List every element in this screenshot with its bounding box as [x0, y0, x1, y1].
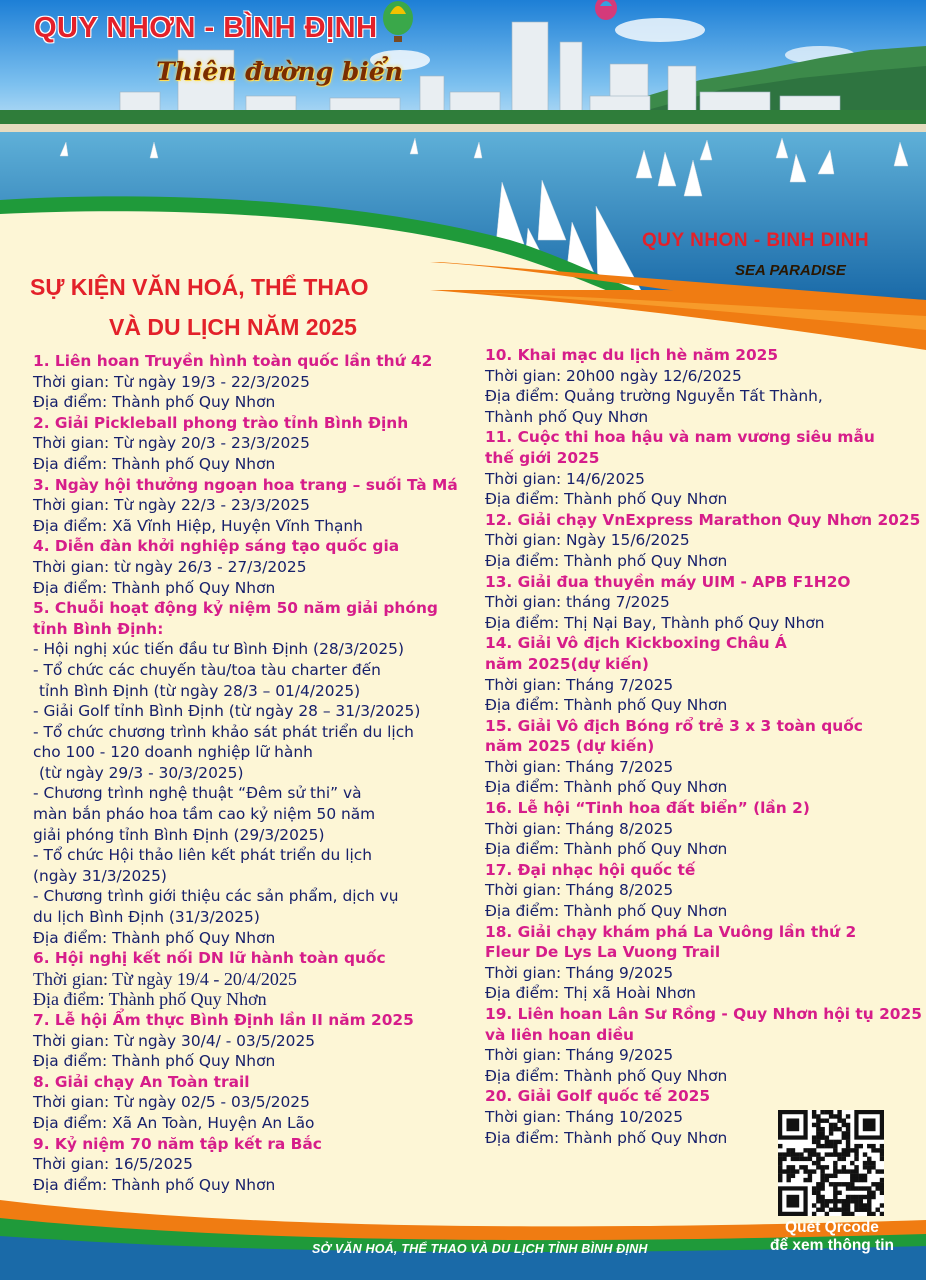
event-13 — [485, 572, 917, 634]
event-title: 8. Giải chạy An Toàn trail — [33, 1072, 250, 1091]
qr-pattern — [778, 1110, 884, 1216]
events-left-column — [33, 351, 478, 1195]
event-title-cont: tỉnh Bình Định: — [33, 619, 164, 638]
event-activity: màn bắn pháo hoa tầm cao kỷ niệm 50 năm — [33, 805, 376, 824]
event-place: Địa điểm: Thành phố Quy Nhơn — [485, 696, 728, 715]
event-title: 7. Lễ hội Ẩm thực Bình Định lần II năm 2025 — [33, 1011, 414, 1029]
event-place: Địa điểm: Thành phố Quy Nhơn — [485, 551, 728, 570]
hero-scene — [0, 0, 926, 300]
event-activity: du lịch Bình Định (31/3/2025) — [33, 908, 260, 927]
event-time: Thời gian: Tháng 7/2025 — [485, 757, 674, 776]
qr-caption-line2: để xem thông tin — [770, 1237, 894, 1254]
event-place: Địa điểm: Xã An Toàn, Huyện An Lão — [33, 1113, 315, 1132]
event-title: 15. Giải Vô địch Bóng rổ trẻ 3 x 3 toàn quốc — [485, 716, 863, 735]
event-10 — [485, 345, 917, 427]
event-time: Thời gian: Từ ngày 02/5 - 03/5/2025 — [33, 1093, 310, 1112]
section-heading-line2: VÀ DU LỊCH NĂM 2025 — [109, 314, 357, 340]
event-11 — [485, 427, 917, 509]
event-time: Thời gian: Tháng 9/2025 — [485, 963, 674, 982]
event-time: Thời gian: Từ ngày 19/3 - 22/3/2025 — [33, 372, 310, 391]
event-9 — [33, 1134, 478, 1196]
qr-caption — [752, 1219, 912, 1255]
event-2 — [33, 413, 478, 475]
event-title: 19. Liên hoan Lân Sư Rồng - Quy Nhơn hội tụ 2025 — [485, 1005, 922, 1023]
event-activity: - Hội nghị xúc tiến đầu tư Bình Định (28/3/2025) — [33, 640, 404, 659]
event-time: Thời gian: Từ ngày 20/3 - 23/3/2025 — [33, 434, 310, 453]
event-place: Địa điểm: Thành phố Quy Nhơn — [485, 778, 728, 797]
event-title: 16. Lễ hội “Tinh hoa đất biển” (lần 2) — [485, 799, 810, 818]
event-activity: (ngày 31/3/2025) — [33, 866, 167, 885]
event-time: Thời gian: 20h00 ngày 12/6/2025 — [485, 366, 742, 385]
event-title: 14. Giải Vô địch Kickboxing Châu Á — [485, 634, 787, 653]
event-activity: tỉnh Bình Định (từ ngày 28/3 – 01/4/2025) — [39, 681, 361, 700]
event-14 — [485, 633, 917, 715]
event-title: 6. Hội nghị kết nối DN lữ hành toàn quốc — [33, 949, 386, 968]
event-place: Địa điểm: Thị Nại Bay, Thành phố Quy Nhơn — [485, 613, 825, 632]
event-title: 20. Giải Golf quốc tế 2025 — [485, 1087, 711, 1106]
event-activity: - Chương trình nghệ thuật “Đêm sử thi” và — [33, 784, 362, 803]
event-19 — [485, 1004, 922, 1086]
event-place: Địa điểm: Thành phố Quy Nhơn — [485, 1066, 728, 1085]
event-title-cont: năm 2025 (dự kiến) — [485, 737, 655, 756]
event-title: 1. Liên hoan Truyền hình toàn quốc lần thứ 42 — [33, 352, 433, 370]
event-time: Thời gian: Tháng 8/2025 — [485, 819, 674, 838]
header-title: QUY NHƠN - BÌNH ĐỊNH — [34, 12, 378, 44]
event-title-cont: Fleur De Lys La Vuong Trail — [485, 943, 721, 962]
event-1 — [33, 351, 478, 413]
event-time: Thời gian: 14/6/2025 — [485, 469, 645, 488]
brand-subtitle: SEA PARADISE — [735, 262, 846, 279]
event-place: Địa điểm: Thành phố Quy Nhơn — [33, 989, 267, 1010]
event-activity: (từ ngày 29/3 - 30/3/2025) — [39, 763, 244, 782]
event-8 — [33, 1072, 478, 1134]
event-title: 17. Đại nhạc hội quốc tế — [485, 860, 696, 879]
event-time: Thời gian: tháng 7/2025 — [485, 593, 670, 612]
qr-code[interactable] — [778, 1110, 884, 1216]
event-title: 4. Diễn đàn khởi nghiệp sáng tạo quốc gia — [33, 537, 400, 556]
tagline: Thiên đường biển — [156, 57, 403, 86]
event-time: Thời gian: Tháng 9/2025 — [485, 1046, 674, 1065]
event-time: Thời gian: 16/5/2025 — [33, 1155, 193, 1174]
event-activity: cho 100 - 120 doanh nghiệp lữ hành — [33, 743, 313, 762]
event-activity: - Tổ chức các chuyến tàu/toa tàu charter đến — [33, 660, 381, 679]
event-place-cont: Thành phố Quy Nhơn — [485, 407, 649, 426]
event-title-cont: thế giới 2025 — [485, 448, 600, 467]
event-place: Địa điểm: Thành phố Quy Nhơn — [485, 902, 728, 921]
event-12 — [485, 510, 921, 572]
event-time: Thời gian: Từ ngày 19/4 - 20/4/2025 — [33, 968, 297, 989]
event-title: 9. Kỷ niệm 70 năm tập kết ra Bắc — [33, 1134, 322, 1153]
event-time: Thời gian: Tháng 10/2025 — [485, 1107, 683, 1126]
event-activity: - Giải Golf tỉnh Bình Định (từ ngày 28 – 31/3/2025) — [33, 702, 421, 721]
event-place: Địa điểm: Thị xã Hoài Nhơn — [485, 984, 696, 1003]
event-3 — [33, 475, 478, 537]
brand-title: QUY NHON - BINH DINH — [642, 230, 870, 251]
event-time: Thời gian: Ngày 15/6/2025 — [485, 531, 690, 550]
events-right-column — [485, 345, 922, 1148]
event-title: 2. Giải Pickleball phong trào tỉnh Bình Định — [33, 413, 409, 432]
event-18 — [485, 922, 917, 1004]
event-title: 3. Ngày hội thưởng ngoạn hoa trang – suối Tà Má — [33, 475, 458, 494]
event-time: Thời gian: Tháng 8/2025 — [485, 881, 674, 900]
event-15 — [485, 716, 917, 798]
event-time: Thời gian: Tháng 7/2025 — [485, 675, 674, 694]
event-place: Địa điểm: Thành phố Quy Nhơn — [33, 1052, 276, 1071]
event-place: Địa điểm: Thành phố Quy Nhơn — [33, 1175, 276, 1194]
event-place: Địa điểm: Thành phố Quy Nhơn — [485, 490, 728, 509]
event-title-cont: và liên hoan diều — [485, 1025, 634, 1044]
event-title: 11. Cuộc thi hoa hậu và nam vương siêu mẫu — [485, 428, 875, 447]
event-4 — [33, 536, 478, 598]
event-place: Địa điểm: Thành phố Quy Nhơn — [485, 840, 728, 859]
event-place: Địa điểm: Xã Vĩnh Hiệp, Huyện Vĩnh Thạnh — [33, 516, 363, 535]
event-place: Địa điểm: Thành phố Quy Nhơn — [33, 578, 276, 597]
event-16 — [485, 798, 917, 860]
event-activity: - Tổ chức chương trình khảo sát phát triển du lịch — [33, 722, 414, 741]
section-heading-line1: SỰ KIỆN VĂN HOÁ, THỂ THAO — [30, 274, 369, 300]
event-17 — [485, 860, 917, 922]
hero-image — [0, 0, 926, 300]
event-place: Địa điểm: Thành phố Quy Nhơn — [33, 454, 276, 473]
event-time: Thời gian: Từ ngày 30/4/ - 03/5/2025 — [33, 1031, 316, 1050]
event-title-cont: năm 2025(dự kiến) — [485, 654, 649, 673]
event-time: Thời gian: từ ngày 26/3 - 27/3/2025 — [33, 557, 307, 576]
event-place: Địa điểm: Thành phố Quy Nhơn — [485, 1128, 728, 1147]
event-activity: - Tổ chức Hội thảo liên kết phát triển du lịch — [33, 846, 372, 865]
event-activity: - Chương trình giới thiệu các sản phẩm, dịch vụ — [33, 887, 399, 906]
event-place: Địa điểm: Quảng trường Nguyễn Tất Thành, — [485, 387, 823, 406]
event-activity: giải phóng tỉnh Bình Định (29/3/2025) — [33, 825, 325, 844]
event-title: 13. Giải đua thuyền máy UIM - APB F1H2O — [485, 572, 851, 591]
event-time: Thời gian: Từ ngày 22/3 - 23/3/2025 — [33, 496, 310, 515]
footer-organization: SỞ VĂN HOÁ, THỂ THAO VÀ DU LỊCH TỈNH BÌNH ĐỊNH — [312, 1242, 648, 1256]
event-6 — [33, 948, 478, 1010]
event-title: 5. Chuỗi hoạt động kỷ niệm 50 năm giải phóng — [33, 599, 438, 618]
event-place: Địa điểm: Thành phố Quy Nhơn — [33, 393, 276, 412]
event-7 — [33, 1010, 478, 1072]
event-title: 12. Giải chạy VnExpress Marathon Quy Nhơn 2025 — [485, 510, 921, 529]
event-place: Địa điểm: Thành phố Quy Nhơn — [33, 928, 276, 947]
event-5 — [33, 598, 478, 948]
qr-caption-line1: Quét Qrcode — [785, 1219, 879, 1236]
event-title: 10. Khai mạc du lịch hè năm 2025 — [485, 346, 779, 364]
event-title: 18. Giải chạy khám phá La Vuông lần thứ 2 — [485, 922, 857, 941]
